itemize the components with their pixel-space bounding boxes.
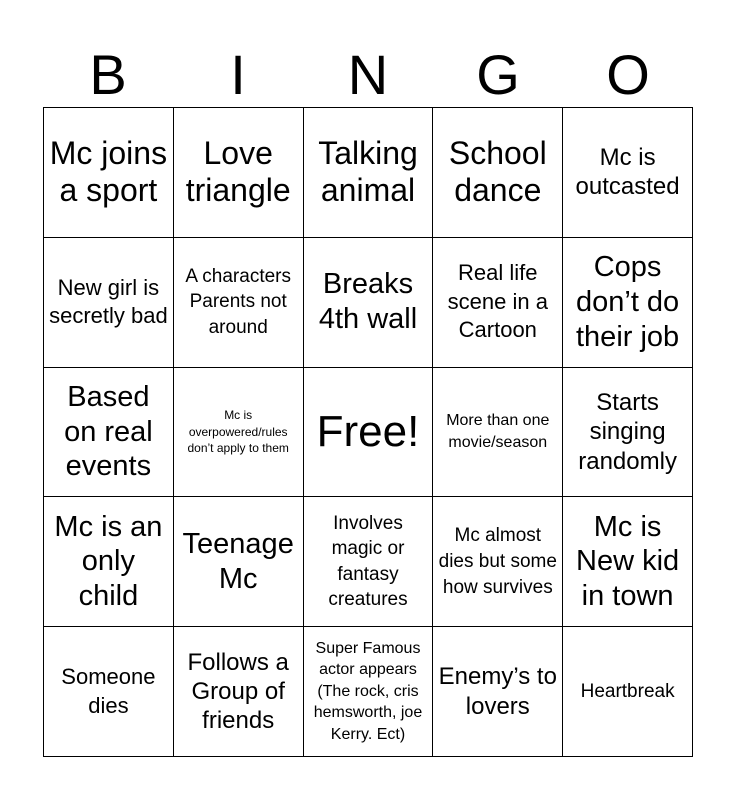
bingo-cell[interactable] (174, 627, 304, 757)
cell-text: New girl is secretly bad (49, 274, 168, 329)
bingo-cell[interactable] (433, 108, 563, 238)
cell-text: More than one movie/season (446, 412, 550, 451)
cell-text: Involves magic or fantasy creatures (328, 512, 408, 611)
cell-text: Someone dies (61, 664, 156, 718)
bingo-cell[interactable] (44, 497, 174, 627)
bingo-cell[interactable] (433, 627, 563, 757)
bingo-cell[interactable] (433, 368, 563, 498)
cell-text: Mc is overpowered/rules don’t apply to them (187, 407, 289, 456)
header-letter-i: I (230, 43, 246, 106)
bingo-cell[interactable] (174, 238, 304, 368)
header-letter-n: N (347, 43, 389, 106)
bingo-cell[interactable] (44, 368, 174, 498)
bingo-cell[interactable] (304, 238, 434, 368)
bingo-cell[interactable] (174, 368, 304, 498)
cell-text: Teenage Mc (182, 527, 294, 595)
cell-text: Talking animal (318, 134, 418, 209)
bingo-cell[interactable] (563, 497, 693, 627)
cell-text: Mc is outcasted (575, 144, 680, 201)
bingo-cell[interactable] (433, 497, 563, 627)
bingo-cell[interactable] (433, 238, 563, 368)
cell-text: Real life scene in a Cartoon (447, 260, 548, 343)
cell-text: Breaks 4th wall (318, 268, 418, 336)
bingo-cell[interactable] (563, 108, 693, 238)
bingo-header (43, 42, 693, 108)
cell-text: Mc is New kid in town (576, 510, 680, 613)
cell-text: Heartbreak (580, 680, 675, 702)
cell-text: School dance (448, 134, 547, 209)
cell-text: A characters Parents not around (185, 265, 291, 339)
bingo-cell[interactable] (304, 627, 434, 757)
bingo-cell[interactable] (44, 627, 174, 757)
bingo-cell[interactable] (304, 108, 434, 238)
cell-text: Mc almost dies but some how survives (438, 525, 557, 598)
bingo-cell[interactable] (44, 108, 174, 238)
header-letter-b: B (89, 43, 127, 106)
cell-text: Love triangle (185, 134, 291, 209)
bingo-cell[interactable] (174, 108, 304, 238)
cell-text: Enemy’s to lovers (438, 663, 557, 720)
cell-text: Mc joins a sport (49, 134, 168, 209)
cell-text: Mc is an only child (54, 510, 163, 613)
bingo-cell[interactable] (563, 627, 693, 757)
bingo-cell[interactable] (304, 497, 434, 627)
cell-text: Starts singing randomly (578, 389, 677, 475)
bingo-cell[interactable] (44, 238, 174, 368)
cell-text: Super Famous actor appears (The rock, cris hemsworth, joe Kerry. Ect) (313, 639, 423, 743)
bingo-cell[interactable] (174, 497, 304, 627)
cell-text: Based on real events (64, 380, 153, 483)
bingo-cell[interactable] (563, 368, 693, 498)
header-letter-o: O (606, 43, 650, 106)
header-letter-g: G (476, 43, 520, 106)
free-space-cell[interactable] (304, 368, 434, 498)
bingo-cell[interactable] (563, 238, 693, 368)
free-space-text: Free! (316, 406, 420, 456)
bingo-board (43, 107, 693, 757)
cell-text: Cops don’t do their job (575, 251, 680, 353)
cell-text: Follows a Group of friends (187, 648, 289, 735)
